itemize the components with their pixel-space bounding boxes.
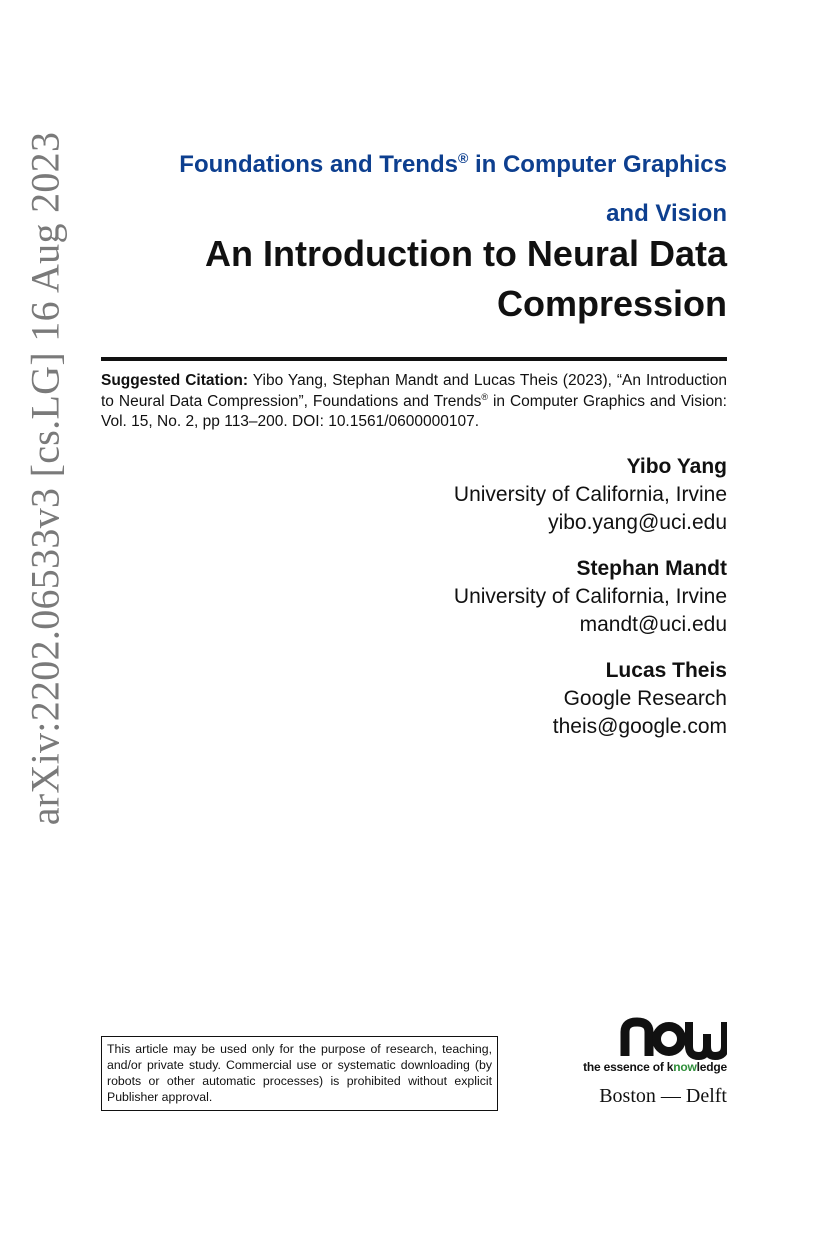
author-name: Lucas Theis	[605, 659, 727, 682]
author-affiliation: University of California, Irvine	[453, 585, 727, 608]
citation-label: Suggested Citation:	[101, 372, 249, 389]
usage-notice-box: This article may be used only for the purpose of research, teaching, and/or private study. Commercial use or systematic downloading (by robots or other automatic processes) is prohibited without explicit Publisher approval.	[101, 1036, 498, 1111]
publisher-cities: Boston — Delft	[599, 1085, 727, 1107]
registered-mark: ®	[457, 150, 469, 166]
title-line-2: Compression	[496, 283, 727, 324]
tagline-text-now: now	[673, 1060, 697, 1074]
author-email: yibo.yang@uci.edu	[548, 511, 727, 534]
citation-text-a: Yibo Yang, Stephan Mandt and Lucas Theis (2023), “An Introduction to Neural Data Compression”, Foundations and Trends	[101, 372, 727, 410]
citation-registered-mark: ®	[481, 391, 488, 402]
author-block	[307, 453, 727, 537]
series-line-2: and Vision	[606, 200, 727, 227]
author-block	[307, 657, 727, 741]
title-line-1: An Introduction to Neural Data	[205, 233, 727, 274]
suggested-citation	[101, 371, 727, 433]
series-text-b: in Computer Graphics	[468, 151, 727, 178]
citation-text-b: in Computer Graphics and Vision: Vol. 15, No. 2, pp 113–200. DOI: 10.1561/0600000107.	[101, 392, 727, 430]
author-block	[307, 555, 727, 639]
now-publisher-logo	[567, 1014, 727, 1064]
author-name: Stephan Mandt	[576, 557, 727, 580]
author-email: theis@google.com	[552, 715, 727, 738]
journal-series-title	[107, 140, 727, 238]
author-affiliation: Google Research	[563, 687, 727, 710]
series-line-1	[107, 140, 727, 189]
title-divider	[101, 357, 727, 361]
page-title	[107, 229, 727, 329]
author-email: mandt@uci.edu	[579, 613, 727, 636]
author-name: Yibo Yang	[626, 455, 727, 478]
series-text-a: Foundations and Trends	[179, 151, 458, 178]
tagline-text-b: ledge	[696, 1060, 727, 1074]
arxiv-stamp	[20, 131, 70, 825]
author-affiliation: University of California, Irvine	[453, 483, 727, 506]
publisher-tagline	[527, 1060, 727, 1074]
author-list	[307, 453, 727, 759]
tagline-text-a: the essence of	[583, 1060, 667, 1074]
tagline-text-k: k	[666, 1060, 674, 1074]
arxiv-stamp-text: arXiv:2202.06533v3 [cs.LG] 16 Aug 2023	[22, 131, 68, 825]
